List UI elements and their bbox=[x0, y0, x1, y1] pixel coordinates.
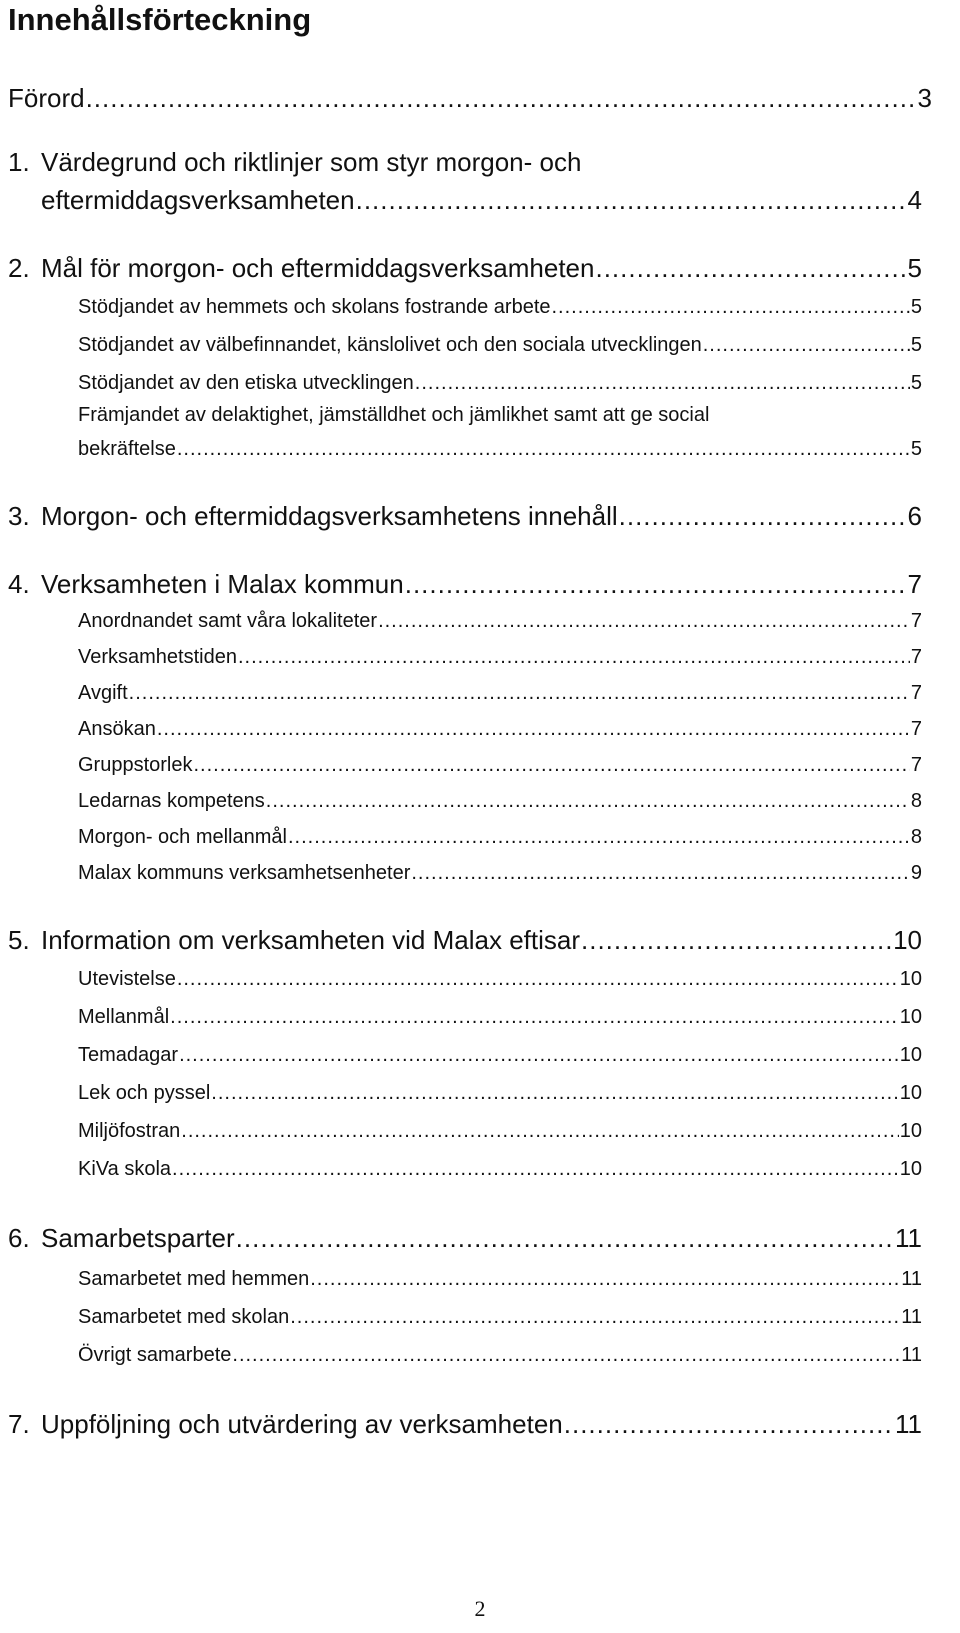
dot-leader bbox=[552, 294, 910, 320]
toc-entry-4[interactable] bbox=[8, 568, 922, 600]
toc-page-number: 8 bbox=[910, 826, 922, 848]
section-number: 1. bbox=[8, 147, 30, 177]
toc-page-number: 6 bbox=[907, 501, 922, 531]
dot-leader bbox=[129, 680, 910, 706]
dot-leader bbox=[405, 568, 907, 600]
toc-subentry[interactable] bbox=[78, 860, 922, 886]
toc-entry-2[interactable] bbox=[8, 252, 922, 284]
toc-entry-text: eftermiddagsverksamheten bbox=[41, 185, 355, 215]
toc-entry-text: Utevistelse bbox=[78, 968, 176, 990]
dot-leader bbox=[170, 1004, 899, 1030]
toc-page-number: 7 bbox=[910, 718, 922, 740]
toc-page-number: 5 bbox=[910, 438, 922, 460]
toc-page-number: 10 bbox=[899, 968, 922, 990]
toc-subentry[interactable] bbox=[78, 436, 922, 462]
toc-subentry[interactable] bbox=[78, 608, 922, 634]
dot-leader bbox=[172, 1156, 899, 1182]
toc-subentry[interactable] bbox=[78, 966, 922, 992]
toc-subentry[interactable] bbox=[78, 716, 922, 742]
dot-leader bbox=[290, 1304, 900, 1330]
footer-page-number: 2 bbox=[474, 1596, 486, 1621]
toc-entry-text: Verksamhetstiden bbox=[78, 646, 237, 668]
toc-subentry[interactable] bbox=[78, 1004, 922, 1030]
dot-leader bbox=[177, 966, 899, 992]
section-number: 3. bbox=[8, 501, 30, 531]
dot-leader bbox=[86, 82, 917, 114]
dot-leader bbox=[157, 716, 910, 742]
toc-entry-text: Miljöfostran bbox=[78, 1120, 181, 1142]
dot-leader bbox=[194, 752, 910, 778]
section-number: 2. bbox=[8, 253, 30, 283]
dot-leader bbox=[595, 252, 906, 284]
toc-entry-forord[interactable] bbox=[8, 82, 932, 114]
section-number: 7. bbox=[8, 1409, 30, 1439]
dot-leader bbox=[411, 860, 910, 886]
toc-subentry[interactable] bbox=[78, 332, 922, 358]
toc-entry-text: Lek och pyssel bbox=[78, 1082, 211, 1104]
toc-entry-text: Ledarnas kompetens bbox=[78, 790, 265, 812]
dot-leader bbox=[310, 1266, 900, 1292]
toc-entry-1-line1[interactable] bbox=[8, 146, 581, 178]
toc-subentry[interactable] bbox=[78, 1266, 922, 1292]
toc-entry-text: Stödjandet av hemmets och skolans fostrande arbete bbox=[78, 296, 551, 318]
toc-entry-text: Temadagar bbox=[78, 1044, 179, 1066]
toc-entry-7[interactable] bbox=[8, 1408, 922, 1440]
toc-entry-text: Värdegrund och riktlinjer som styr morgon- och bbox=[41, 147, 582, 177]
toc-page-number: 7 bbox=[910, 610, 922, 632]
toc-entry-text: Mål för morgon- och eftermiddagsverksamheten bbox=[41, 253, 595, 283]
toc-page-number: 5 bbox=[910, 372, 922, 394]
toc-page-number: 7 bbox=[910, 754, 922, 776]
toc-subentry[interactable] bbox=[78, 1042, 922, 1068]
toc-page-number: 10 bbox=[899, 1044, 922, 1066]
toc-heading: Innehållsförteckning bbox=[8, 2, 312, 37]
toc-subentry[interactable] bbox=[78, 680, 922, 706]
toc-page-number: 11 bbox=[895, 1409, 922, 1439]
dot-leader bbox=[211, 1080, 898, 1106]
dot-leader bbox=[238, 644, 910, 670]
toc-page-number: 10 bbox=[899, 1006, 922, 1028]
section-number: 4. bbox=[8, 569, 30, 599]
toc-entry-text: Avgift bbox=[78, 682, 128, 704]
toc-subentry[interactable] bbox=[78, 1304, 922, 1330]
toc-entry-text: Verksamheten i Malax kommun bbox=[41, 569, 404, 599]
toc-entry-text: Ansökan bbox=[78, 718, 156, 740]
dot-leader bbox=[415, 370, 910, 396]
toc-entry-text: Anordnandet samt våra lokaliteter bbox=[78, 610, 378, 632]
dot-leader bbox=[619, 500, 907, 532]
toc-page-number: 11 bbox=[901, 1268, 922, 1290]
toc-entry-text: Samarbetet med hemmen bbox=[78, 1268, 310, 1290]
toc-entry-3[interactable] bbox=[8, 500, 922, 532]
toc-entry-text: Främjandet av delaktighet, jämställdhet och jämlikhet samt att ge social bbox=[78, 404, 710, 426]
toc-page-number: 11 bbox=[895, 1223, 922, 1253]
dot-leader bbox=[356, 184, 907, 216]
toc-subentry[interactable] bbox=[78, 1342, 922, 1368]
toc-page-number: 7 bbox=[907, 569, 922, 599]
toc-entry-text: Mellanmål bbox=[78, 1006, 170, 1028]
section-number: 5. bbox=[8, 925, 30, 955]
toc-entry-text: Övrigt samarbete bbox=[78, 1344, 232, 1366]
dot-leader bbox=[266, 788, 910, 814]
dot-leader bbox=[581, 924, 892, 956]
toc-page-number: 3 bbox=[917, 83, 932, 113]
toc-page-number: 10 bbox=[893, 925, 922, 955]
toc-page-number: 7 bbox=[910, 646, 922, 668]
toc-subentry[interactable] bbox=[78, 644, 922, 670]
toc-entry-text: Gruppstorlek bbox=[78, 754, 193, 776]
toc-page-number: 8 bbox=[910, 790, 922, 812]
toc-entry-text: Stödjandet av välbefinnandet, känslolivet och den sociala utvecklingen bbox=[78, 334, 702, 356]
toc-subentry[interactable] bbox=[78, 294, 922, 320]
dot-leader bbox=[378, 608, 910, 634]
toc-entry-text: Morgon- och mellanmål bbox=[78, 826, 287, 848]
toc-page-number: 11 bbox=[901, 1306, 922, 1328]
toc-entry-text: Morgon- och eftermiddagsverksamhetens innehåll bbox=[41, 501, 618, 531]
toc-page-number: 4 bbox=[907, 185, 922, 215]
toc-page-number: 7 bbox=[910, 682, 922, 704]
dot-leader bbox=[288, 824, 910, 850]
toc-subentry[interactable] bbox=[78, 1080, 922, 1106]
toc-subentry[interactable] bbox=[78, 788, 922, 814]
toc-entry-text: Uppföljning och utvärdering av verksamheten bbox=[41, 1409, 563, 1439]
toc-page-number: 5 bbox=[907, 253, 922, 283]
toc-entry-text: Stödjandet av den etiska utvecklingen bbox=[78, 372, 414, 394]
toc-entry-text: bekräftelse bbox=[78, 438, 176, 460]
toc-subentry[interactable] bbox=[78, 824, 922, 850]
dot-leader bbox=[232, 1342, 900, 1368]
toc-entry-5[interactable] bbox=[8, 924, 922, 956]
toc-entry-text: Samarbetsparter bbox=[41, 1223, 235, 1253]
dot-leader bbox=[703, 332, 910, 358]
section-number: 6. bbox=[8, 1223, 30, 1253]
toc-subentry[interactable] bbox=[78, 370, 922, 396]
toc-subentry[interactable] bbox=[78, 752, 922, 778]
toc-entry-text: KiVa skola bbox=[78, 1158, 172, 1180]
dot-leader bbox=[177, 436, 910, 462]
toc-page-number: 5 bbox=[910, 334, 922, 356]
dot-leader bbox=[179, 1042, 899, 1068]
toc-entry-text: Förord bbox=[8, 83, 85, 113]
toc-page-number: 11 bbox=[901, 1344, 922, 1366]
toc-entry-text: Samarbetet med skolan bbox=[78, 1306, 290, 1328]
toc-page-number: 10 bbox=[899, 1158, 922, 1180]
toc-entry-6[interactable] bbox=[8, 1222, 922, 1254]
toc-page-number: 10 bbox=[899, 1120, 922, 1142]
toc-entry-text: Information om verksamheten vid Malax eftisar bbox=[41, 925, 580, 955]
toc-subentry[interactable] bbox=[78, 1156, 922, 1182]
dot-leader bbox=[236, 1222, 894, 1254]
toc-subentry[interactable] bbox=[78, 1118, 922, 1144]
toc-page-number: 10 bbox=[899, 1082, 922, 1104]
dot-leader bbox=[181, 1118, 898, 1144]
dot-leader bbox=[564, 1408, 894, 1440]
toc-page-number: 9 bbox=[910, 862, 922, 884]
toc-entry-1[interactable] bbox=[41, 184, 922, 216]
toc-entry-text: Malax kommuns verksamhetsenheter bbox=[78, 862, 411, 884]
toc-subentry-line1[interactable] bbox=[78, 402, 709, 428]
toc-page-number: 5 bbox=[910, 296, 922, 318]
